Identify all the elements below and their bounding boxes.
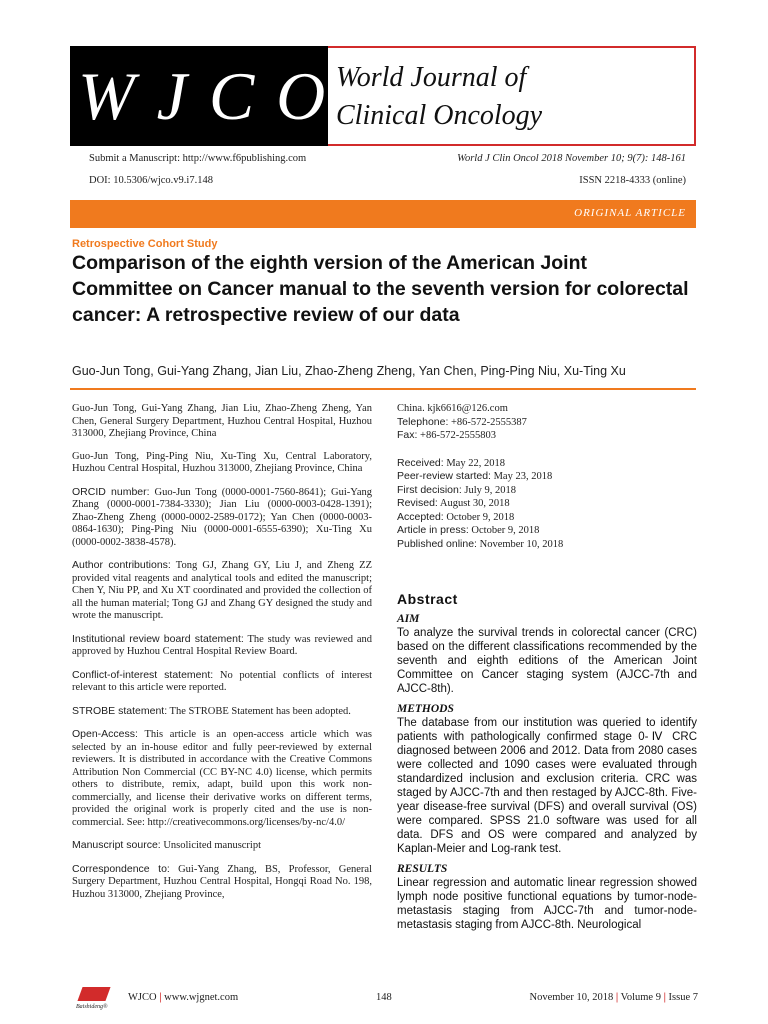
revised [397, 497, 697, 511]
published-value: November 10, 2018 [476, 538, 564, 550]
peer-review-value: May 23, 2018 [490, 471, 553, 482]
footer-issue: Issue 7 [668, 992, 698, 1003]
telephone-value: +86-572-2555387 [448, 416, 527, 428]
aim-heading: AIM [397, 613, 420, 625]
peer-review-label: Peer-review started: [397, 470, 491, 482]
received-label: Received: [397, 456, 444, 469]
article-type-label: ORIGINAL ARTICLE [574, 207, 686, 219]
in-press-value: October 9, 2018 [468, 525, 540, 536]
publisher-logo-text: Baishideng® [76, 1004, 108, 1010]
telephone-label: Telephone: [397, 415, 449, 428]
in-press [397, 524, 697, 538]
page-number: 148 [376, 992, 392, 1003]
results-heading: RESULTS [397, 863, 448, 875]
doi[interactable]: DOI: 10.5306/wjco.v9.i7.148 [89, 175, 213, 186]
issn: ISSN 2218-4333 (online) [579, 175, 686, 186]
correspondence-label: Correspondence to: [72, 862, 170, 875]
journal-title-line1: World Journal of [336, 62, 527, 93]
footer-issue-info [530, 992, 698, 1003]
footer-volume: Volume 9 [620, 992, 661, 1003]
orcid-block [72, 486, 372, 550]
journal-logo: WJCO [78, 58, 348, 134]
author-list: Guo-Jun Tong, Gui-Yang Zhang, Jian Liu, Zhao-Zheng Zheng, Yan Chen, Ping-Ping Niu, Xu-Ting Xu [72, 364, 626, 378]
results-text: Linear regression and automatic linear regression showed lymph node positive functional equations by tumor-node-metastasis staging from AJCC-7th and tumor-node-metastasis staging from AJCC-8th. Neurological [397, 877, 697, 931]
abstract-heading: Abstract [397, 591, 458, 607]
correspondence-block [72, 863, 372, 902]
coi-text: No potential conflicts of interest relevant to this article were reported. [72, 669, 372, 693]
irb-label: Institutional review board statement: [72, 632, 244, 645]
submit-link[interactable]: Submit a Manuscript: http://www.f6publishing.com [89, 153, 307, 164]
separator: | [615, 992, 619, 1003]
accepted-value: October 9, 2018 [443, 511, 515, 523]
orcid-label: ORCID number: [72, 485, 150, 498]
methods-heading: METHODS [397, 703, 454, 715]
divider [70, 388, 696, 390]
citation: World J Clin Oncol 2018 November 10; 9(7): 148-161 [457, 153, 686, 164]
contributions-label: Author contributions: [72, 559, 171, 571]
contributions-block [72, 559, 372, 623]
coi-block [72, 669, 372, 695]
correspondence-text: Gui-Yang Zhang, BS, Professor, General Surgery Department, Huzhou Central Hospital, Hongqi Road No. 198, Huzhou 313000, Zhejiang Province, [72, 863, 372, 900]
orcid-text: Guo-Jun Tong (0000-0001-7560-8641); Gui-Yang Zhang (0000-0001-7384-3330); Jian Liu (0000-0003-0428-1391); Zhao-Zheng Zheng (0000-0002-2589-0172); Yan Chen (0000-0003-0864-1630); Ping-Ping Niu (0000-0001-6555-6390); Xu-Ting Xu (0000-0002-3838-4578). [72, 486, 372, 548]
accepted [397, 511, 697, 525]
received-value: May 22, 2018 [443, 457, 505, 469]
fax-value: +86-572-2555803 [417, 430, 496, 441]
email[interactable]: China. kjk6616@126.com [397, 403, 508, 414]
received [397, 457, 697, 471]
publisher-logo-icon [77, 987, 110, 1001]
telephone [397, 416, 697, 430]
accepted-label: Accepted: [397, 510, 444, 523]
journal-title-line2: Clinical Oncology [336, 100, 543, 131]
contributions-text: Tong GJ, Zhang GY, Liu J, and Zheng ZZ provided vital reagents and analytical tools and edited the manuscript; Chen Y, Niu PP, and Xu XT coordinated and provided the collection of all the human material; Tong GJ and Zhang GY designed the study and wrote the manuscript. [72, 560, 372, 621]
irb-text: The study was reviewed and approved by Huzhou Central Hospital Review Board. [72, 633, 372, 657]
methods-text: The database from our institution was queried to identify patients with pathologically confirmed stage 0-Ⅳ CRC diagnosed between 2006 and 2012. Data from 2080 cases were collected and 1090 cases were evaluated through standardized inclusion and exclusion criteria. CRC was staged by AJCC-7th and then restaged by AJCC-8th. Five-year disease-free survival (DFS) and overall survival (OS) were compared. SPSS 21.0 software was used for all data. DFS and OS were compared and analyzed by Kaplan-Meier and Log-rank test. [397, 717, 697, 855]
separator: | [663, 992, 666, 1003]
open-access-text: This article is an open-access article which was selected by an in-house editor and fully peer-reviewed by external reviewers. It is distributed in accordance with the Creative Commons Attribution Non Commercial (CC BY-NC 4.0) license, which permits others to distribute, remix, adapt, build upon this work non-commercially, and license their derivative works on different terms, provided the original work is properly cited and the use is non-commercial. See: http://creativecommons.org/licenses/by-nc/4.0/ [72, 729, 372, 828]
revised-label: Revised: [397, 497, 438, 509]
coi-label: Conflict-of-interest statement: [72, 668, 214, 681]
fax [397, 429, 697, 443]
right-column [397, 403, 697, 551]
source-label: Manuscript source: [72, 839, 161, 851]
first-decision-label: First decision: [397, 483, 462, 496]
study-type: Retrospective Cohort Study [72, 238, 218, 250]
first-decision-value: July 9, 2018 [461, 484, 517, 496]
revised-value: August 30, 2018 [437, 498, 510, 509]
strobe-label: STROBE statement: [72, 704, 168, 717]
affiliation-1: Guo-Jun Tong, Gui-Yang Zhang, Jian Liu, Zhao-Zheng Zheng, Yan Chen, General Surgery Department, Huzhou Central Hospital, Huzhou 313000, Zhejiang Province, China [72, 403, 372, 439]
article-title: Comparison of the eighth version of the American Joint Committee on Cancer manual to the seventh version for colorectal cancer: A retrospective review of our data [72, 252, 689, 326]
affiliation-2: Guo-Jun Tong, Ping-Ping Niu, Xu-Ting Xu, Central Laboratory, Huzhou Central Hospital, Huzhou 313000, Zhejiang Province, China [72, 450, 372, 474]
open-access-label: Open-Access: [72, 728, 138, 740]
footer-journal [128, 992, 238, 1003]
strobe-block [72, 705, 372, 719]
separator: | [159, 992, 162, 1003]
in-press-label: Article in press: [397, 524, 469, 536]
first-decision [397, 484, 697, 498]
source-block [72, 839, 372, 853]
footer-url[interactable]: www.wjgnet.com [164, 992, 239, 1003]
source-text: Unsolicited manuscript [160, 840, 262, 851]
irb-block [72, 633, 372, 659]
strobe-text: The STROBE Statement has been adopted. [167, 705, 351, 717]
peer-review [397, 470, 697, 484]
footer-journal-name: WJCO [128, 992, 157, 1003]
fax-label: Fax: [397, 429, 418, 441]
published [397, 538, 697, 552]
published-label: Published online: [397, 537, 477, 550]
left-column [72, 403, 372, 911]
aim-text: To analyze the survival trends in colorectal cancer (CRC) based on the different classifications recommended by the seventh and eighth editions of the American Joint Committee on Cancer staging system (AJCC-7th and AJCC-8th). [397, 627, 697, 695]
abstract-body [397, 612, 697, 932]
open-access-block [72, 728, 372, 829]
footer-date: November 10, 2018 [529, 992, 614, 1003]
